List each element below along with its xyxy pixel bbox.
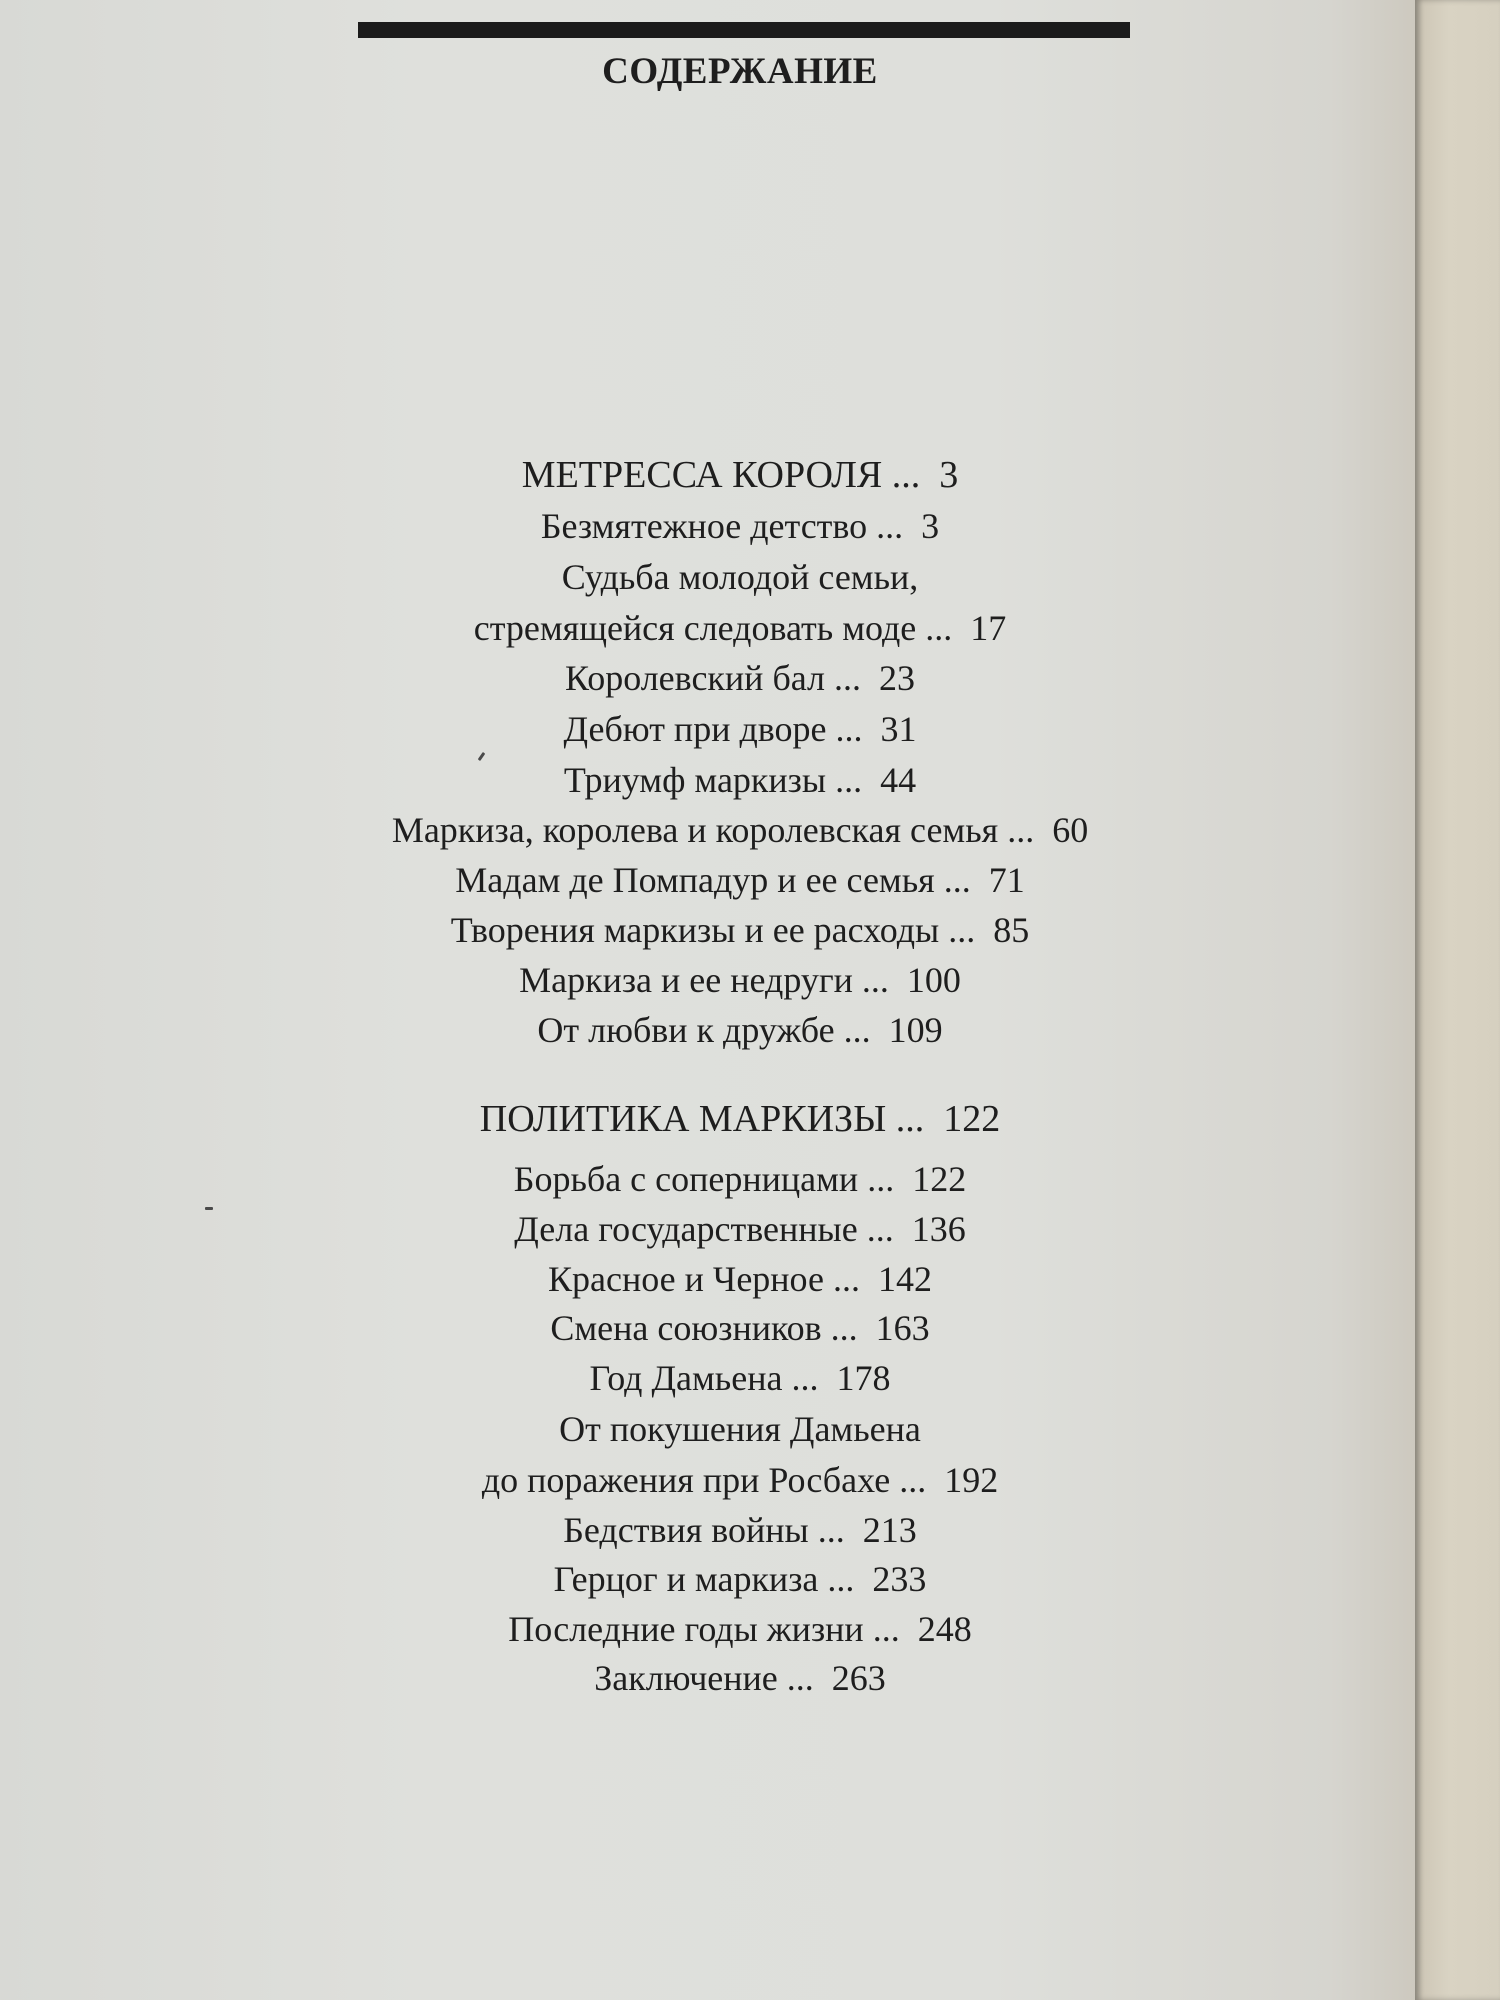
toc-entry <box>0 711 1480 747</box>
page-number: 142 <box>877 1259 932 1299</box>
next-page-edge <box>1415 0 1500 2000</box>
entry-title: Заключение <box>594 1658 778 1698</box>
entry-title: Мадам де Помпадур и ее семья <box>455 860 935 900</box>
leader-dots: ... <box>867 1159 895 1199</box>
page-number: 178 <box>836 1358 891 1398</box>
page-number: 17 <box>970 608 1007 648</box>
entry-title: Безмятежное детство <box>540 506 868 546</box>
leader-dots: ... <box>948 910 976 950</box>
contents-heading: СОДЕРЖАНИЕ <box>602 51 878 92</box>
toc-entry <box>0 962 1480 998</box>
leader-dots: ... <box>843 1010 871 1050</box>
entry-title: Дела государственные <box>514 1209 858 1249</box>
leader-dots: ... <box>827 1559 855 1599</box>
leader-dots: ... <box>861 960 889 1000</box>
toc-entry <box>0 1512 1480 1548</box>
page-number: 85 <box>993 910 1030 950</box>
leader-dots: ... <box>832 1259 860 1299</box>
page-number: 213 <box>862 1510 917 1550</box>
page-number: 136 <box>911 1209 966 1249</box>
toc-entry <box>0 1310 1480 1346</box>
entry-title: Королевский бал <box>564 658 826 698</box>
page-number: 263 <box>831 1658 886 1698</box>
page-number: 3 <box>939 454 959 496</box>
leader-dots: ... <box>872 1609 900 1649</box>
page-number: 163 <box>875 1308 930 1348</box>
toc-entry <box>0 1261 1480 1297</box>
page-number: 31 <box>880 709 917 749</box>
leader-dots: ... <box>791 1358 819 1398</box>
entry-title: Герцог и маркиза <box>553 1559 819 1599</box>
entry-title: Маркиза и ее недруги <box>519 960 853 1000</box>
page-number: 192 <box>944 1460 999 1500</box>
entry-title: Дебют при дворе <box>563 709 827 749</box>
page-number: 122 <box>943 1098 1001 1140</box>
paper-speck <box>205 1207 213 1210</box>
toc-entry <box>0 762 1480 798</box>
page-number: 233 <box>872 1559 927 1599</box>
leader-dots: ... <box>895 1098 925 1140</box>
page-number: 122 <box>912 1159 967 1199</box>
toc-part-title <box>0 1100 1480 1138</box>
entry-title: Маркиза, королева и королевская семья <box>391 810 999 850</box>
page-number: 3 <box>921 506 940 546</box>
toc-entry <box>0 508 1480 544</box>
page-number: 23 <box>879 658 916 698</box>
leader-dots: ... <box>891 454 921 496</box>
entry-title: до поражения при Росбахе <box>481 1460 891 1500</box>
toc-entry <box>0 1660 1480 1696</box>
entry-title: Творения маркизы и ее расходы <box>450 910 940 950</box>
entry-title: От любви к дружбе <box>537 1010 835 1050</box>
toc-entry <box>0 912 1480 948</box>
toc-entry <box>0 1161 1480 1197</box>
toc-part-title <box>0 456 1480 494</box>
leader-dots: ... <box>899 1460 927 1500</box>
leader-dots: ... <box>835 760 863 800</box>
part-title: ПОЛИТИКА МАРКИЗЫ <box>479 1098 887 1140</box>
leader-dots: ... <box>925 608 953 648</box>
page-number: 71 <box>988 860 1025 900</box>
entry-title: Триумф маркизы <box>563 760 827 800</box>
page-number: 109 <box>888 1010 943 1050</box>
leader-dots: ... <box>1007 810 1035 850</box>
toc-entry <box>0 812 1480 848</box>
leader-dots: ... <box>943 860 971 900</box>
leader-dots: ... <box>830 1308 858 1348</box>
page-number: 44 <box>880 760 917 800</box>
leader-dots: ... <box>817 1510 845 1550</box>
entry-title: стремящейся следовать моде <box>473 608 917 648</box>
toc-entry <box>0 610 1480 646</box>
toc-entry <box>0 1462 1480 1498</box>
leader-dots: ... <box>786 1658 814 1698</box>
entry-title: Борьба с соперницами <box>513 1159 859 1199</box>
entry-title: Красное и Черное <box>548 1259 824 1299</box>
entry-title: От покушения Дамьена <box>559 1409 921 1449</box>
entry-title: Бедствия войны <box>563 1510 809 1550</box>
toc-entry-line <box>0 559 1480 595</box>
toc-entry <box>0 862 1480 898</box>
page-number: 60 <box>1052 810 1089 850</box>
entry-title: Последние годы жизни <box>508 1609 864 1649</box>
toc-entry-line <box>0 1411 1480 1447</box>
leader-dots: ... <box>876 506 904 546</box>
leader-dots: ... <box>834 658 862 698</box>
leader-dots: ... <box>866 1209 894 1249</box>
toc-entry <box>0 1012 1480 1048</box>
top-rule <box>358 22 1130 38</box>
leader-dots: ... <box>835 709 863 749</box>
entry-title: Смена союзников <box>550 1308 822 1348</box>
entry-title: Год Дамьена <box>589 1358 783 1398</box>
page-number: 248 <box>917 1609 972 1649</box>
part-title: МЕТРЕССА КОРОЛЯ <box>521 454 883 496</box>
toc-entry <box>0 1211 1480 1247</box>
entry-title: Судьба молодой семьи, <box>561 557 919 597</box>
toc-entry <box>0 1611 1480 1647</box>
toc-entry <box>0 1561 1480 1597</box>
page-number: 100 <box>906 960 961 1000</box>
toc-entry <box>0 660 1480 696</box>
toc-entry <box>0 1360 1480 1396</box>
